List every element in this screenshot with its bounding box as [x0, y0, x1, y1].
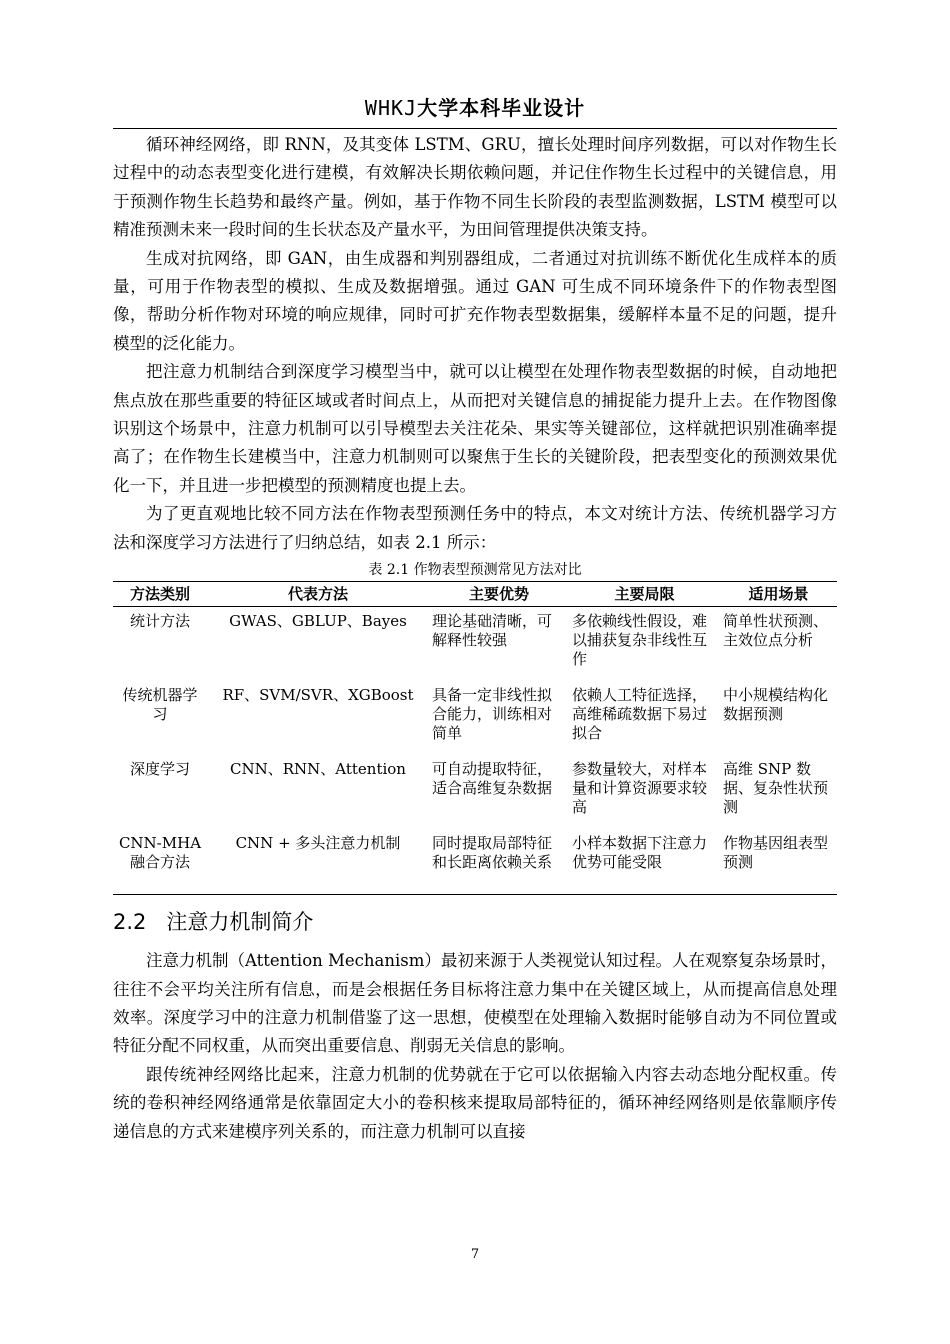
section-title: 注意力机制简介	[166, 910, 314, 935]
comparison-table	[113, 581, 837, 895]
table-cell: 统计方法	[129, 612, 190, 631]
table-cell: CNN-MHA 融合方法	[118, 834, 202, 872]
header-cell: 主要局限	[569, 582, 720, 607]
table-cell: 多依赖线性假设，难以捕获复杂非线性互作	[572, 612, 708, 669]
table-row	[113, 755, 837, 829]
table-cell: CNN、RNN、Attention	[230, 760, 406, 779]
table-cell: RF、SVM/SVR、XGBoost	[222, 686, 414, 705]
paragraph-attention-advantage: 跟传统神经网络比起来，注意力机制的优势就在于它可以依据输入内容去动态地分配权重。传统的卷积神经网络通常是依靠固定大小的卷积核来提取局部特征的，循环神经网络则是依靠顺序传递信息的方式来建模序列关系的，而注意力机制可以直接	[113, 1064, 837, 1141]
page-header	[113, 94, 837, 129]
table-cell: 传统机器学习	[122, 686, 198, 724]
table-cell: 中小规模结构化数据预测	[723, 686, 829, 724]
paragraph-attention-intro: 注意力机制（Attention Mechanism）最初来源于人类视觉认知过程。人在观察复杂场景时，往往不会平均关注所有信息，而是会根据任务目标将注意力集中在关键区域上，从而提高信息处理效率。深度学习中的注意力机制借鉴了这一思想，使模型在处理输入数据时能够自动为不同位置或特征分配不同权重，从而突出重要信息、削弱无关信息的影响。	[113, 951, 837, 1056]
table-cell: 高维 SNP 数据、复杂性状预测	[723, 760, 829, 817]
table-cell: 理论基础清晰，可解释性较强	[432, 612, 553, 650]
table-cell: CNN + 多头注意力机制	[235, 834, 401, 853]
table-row	[113, 607, 837, 682]
header-latin: WHKJ	[364, 96, 418, 120]
table-cell: 具备一定非线性拟合能力，训练相对简单	[432, 686, 553, 743]
table-cell: 依赖人工特征选择，高维稀疏数据下易过拟合	[572, 686, 708, 743]
header-title: 大学本科毕业设计	[417, 96, 586, 120]
table-cell: 小样本数据下注意力优势可能受限	[572, 834, 708, 872]
paragraph-table-intro: 为了更直观地比较不同方法在作物表型预测任务中的特点，本文对统计方法、传统机器学习方法和深度学习方法进行了归纳总结，如表 2.1 所示：	[113, 504, 837, 552]
table-row	[113, 829, 837, 895]
section-number: 2.2	[113, 910, 147, 935]
header-cell: 方法类别	[113, 582, 207, 607]
paragraph-gan: 生成对抗网络，即 GAN，由生成器和判别器组成，二者通过对抗训练不断优化生成样本的质量，可用于作物表型的模拟、生成及数据增强。通过 GAN 可生成不同环境条件下的作物表型图像，帮助分析作物对环境的响应规律，同时可扩充作物表型数据集，缓解样本量不足的问题，提升模型的泛化能力。	[113, 248, 837, 353]
table-cell: 可自动提取特征，适合高维复杂数据	[432, 760, 553, 798]
table-cell: 简单性状预测、主效位点分析	[723, 612, 829, 650]
table-cell: 深度学习	[129, 760, 190, 779]
page-number: 7	[470, 1247, 480, 1262]
header-cell: 主要优势	[429, 582, 569, 607]
header-cell: 代表方法	[207, 582, 429, 607]
table-cell: 同时提取局部特征和长距离依赖关系	[432, 834, 553, 872]
table-row	[113, 681, 837, 755]
page-content	[113, 131, 837, 1146]
section-heading	[113, 907, 837, 937]
header-cell: 适用场景	[720, 582, 837, 607]
table-caption: 表 2.1 作物表型预测常见方法对比	[368, 562, 582, 579]
paragraph-rnn: 循环神经网络，即 RNN，及其变体 LSTM、GRU，擅长处理时间序列数据，可以对作物生长过程中的动态表型变化进行建模，有效解决长期依赖问题，并记住作物生长过程中的关键信息，用于预测作物生长趋势和最终产量。例如，基于作物不同生长阶段的表型监测数据，LSTM 模型可以精准预测未来一段时间的生长状态及产量水平，为田间管理提供决策支持。	[113, 135, 837, 240]
table-header-row	[113, 582, 837, 607]
table-cell: 参数量较大，对样本量和计算资源要求较高	[572, 760, 708, 817]
table-cell: GWAS、GBLUP、Bayes	[229, 612, 407, 631]
table-cell: 作物基因组表型预测	[723, 834, 829, 872]
paragraph-attention-combo: 把注意力机制结合到深度学习模型当中，就可以让模型在处理作物表型数据的时候，自动地把焦点放在那些重要的特征区域或者时间点上，从而把对关键信息的捕捉能力提升上去。在作物图像识别这个场景中，注意力机制可以引导模型去关注花朵、果实等关键部位，这样就把识别准确率提高了；在作物生长建模当中，注意力机制则可以聚焦于生长的关键阶段，把表型变化的预测效果优化一下，并且进一步把模型的预测精度也提上去。	[113, 362, 837, 495]
